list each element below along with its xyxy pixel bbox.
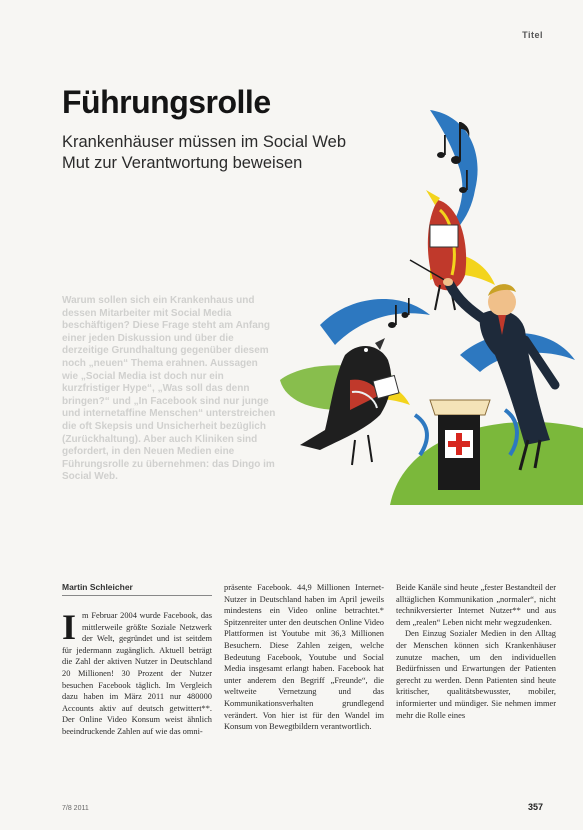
column-text: präsente Facebook. 44,9 Millionen Internet-Nutzer in Deutschland haben im April jeweils mindestens ein Video online betrachtet.* Spitzenreiter unter den deutschen Online Video Plattformen ist Youtube mit 36,3 Millionen Besuchern. Diese Zahlen zeigen, welche Bedeutung Facebook, Youtube und Social Media insgesamt erlangt haben. Facebook hat unter anderem den Begriff „Freunde“, die weltweite Vernetzung und das Kommunikationsverhalten grundlegend verändert. Von hier ist für den Wandel im Konsum von Bewegtbildern verantwortlich. — [224, 583, 384, 732]
subtitle-line: Mut zur Verantwortung beweisen — [62, 154, 303, 172]
section-tag: Titel — [522, 30, 543, 40]
page-title: Führungsrolle — [62, 84, 271, 120]
page-number: 357 — [527, 802, 543, 812]
article-column-2 — [224, 582, 384, 733]
column-text: Den Einzug Sozialer Medien in den Alltag der Menschen können sich Krankenhäuser zunutze machen, um den individuellen Bedürfnissen und Erwartungen der Patienten gerecht zu werden. Denn Patienten sind heute kritischer, qualitätsbewusster, mobiler, informierter und mündiger. Sie nehmen immer mehr die Rolle eines — [396, 629, 556, 720]
intro-paragraph: Warum sollen sich ein Krankenhaus und dessen Mitarbeiter mit Social Media beschäftigen? Diese Frage steht am Anfang einer jeden Diskussion und über die derzeitige Grundhaltung gegenüber diesem noch „neuen“ Thema erahnen. Aussagen wie „Social Media ist doch nur ein kurzfristiger Hype“, „Was soll das denn bringen?“ und „In Facebook sind nur junge und internetaffine Menschen“ unterstreichen die oft Skepsis und Unsicherheit bezüglich (Zurückhaltung). Aber auch Kliniken sind gefordert, in den Neuen Medien eine Führungsrolle zu übernehmen: das Dingo im Social Web. — [62, 295, 276, 483]
article-column-1 — [62, 607, 212, 738]
subtitle-line: Krankenhäuser müssen im Social Web — [62, 133, 346, 151]
article-body — [62, 582, 570, 736]
issue-date: 7/8 2011 — [62, 805, 89, 812]
illustration — [280, 110, 583, 505]
column-text: m Februar 2004 wurde Facebook, das mittlerweile größte Soziale Netzwerk der Welt, gegründet und ist seitdem für jedermann zugänglich. Aktuell beträgt die Zahl der aktiven Nutzer in Deutschland 20 Millionen! 30 Prozent der Nutzer besuchen Facebook täglich. Im Vergleich dazu haben im März 2011 nur 480000 Accounts aktiv auf deutsch getwittert**. Der Online Video Konsum weist ähnlich beeindruckende Zahlen auf wie das omni- — [62, 611, 212, 736]
dropcap: I — [62, 607, 77, 647]
green-hill — [390, 422, 583, 505]
author-name: Martin Schleicher — [62, 582, 133, 592]
article-column-3 — [396, 582, 556, 721]
column-text: Beide Kanäle sind heute „fester Bestandteil der alltäglichen Kommunikation „normaler“, nicht technikversierter Internet Nutzer** und aus dem „realen“ Leben nicht mehr wegzudenken. — [396, 583, 556, 627]
author-divider — [62, 595, 212, 596]
